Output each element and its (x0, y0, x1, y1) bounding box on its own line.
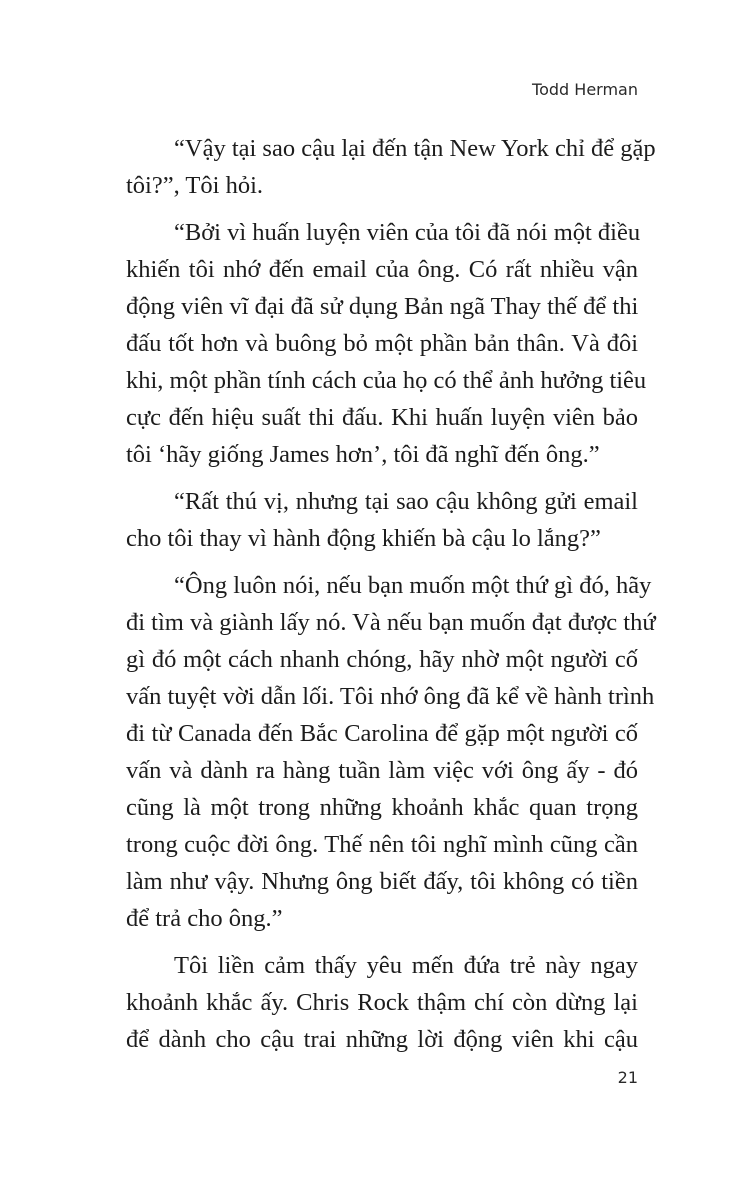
text-line: gì đó một cách nhanh chóng, hãy nhờ một người cố (126, 646, 638, 673)
running-header-author: Todd Herman (532, 80, 638, 99)
text-line: tôi ‘hãy giống James hơn’, tôi đã nghĩ đến ông.” (126, 441, 600, 468)
text-line: “Bởi vì huấn luyện viên của tôi đã nói một điều (174, 219, 641, 246)
paragraph (126, 567, 656, 937)
page-body (126, 130, 656, 1068)
text-line: “Rất thú vị, nhưng tại sao cậu không gửi email (174, 488, 638, 515)
text-line: đi từ Canada đến Bắc Carolina để gặp một người cố (126, 720, 638, 747)
text-line: khoảnh khắc ấy. Chris Rock thậm chí còn dừng lại (126, 989, 638, 1016)
text-line: trong cuộc đời ông. Thế nên tôi nghĩ mình cũng cần (126, 831, 638, 858)
text-line: “Ông luôn nói, nếu bạn muốn một thứ gì đó, hãy (174, 572, 652, 599)
text-line: “Vậy tại sao cậu lại đến tận New York chỉ để gặp (174, 135, 656, 162)
text-line: để dành cho cậu trai những lời động viên khi cậu (126, 1026, 638, 1053)
text-line: khiến tôi nhớ đến email của ông. Có rất nhiều vận (126, 256, 638, 283)
text-line: vấn tuyệt vời dẫn lối. Tôi nhớ ông đã kể về hành trình (126, 683, 655, 710)
text-line: tôi?”, Tôi hỏi. (126, 172, 263, 199)
paragraph (126, 483, 638, 557)
page-number: 21 (617, 1068, 638, 1087)
paragraph (126, 214, 647, 473)
text-line: để trả cho ông.” (126, 905, 283, 932)
paragraph (126, 130, 656, 204)
text-line: Tôi liền cảm thấy yêu mến đứa trẻ này ngay (174, 952, 638, 979)
text-line: cực đến hiệu suất thi đấu. Khi huấn luyện viên bảo (126, 404, 638, 431)
text-line: làm như vậy. Nhưng ông biết đấy, tôi không có tiền (126, 868, 638, 895)
text-line: đấu tốt hơn và buông bỏ một phần bản thân. Và đôi (126, 330, 638, 357)
text-line: vấn và dành ra hàng tuần làm việc với ông ấy - đó (126, 757, 638, 784)
paragraph (126, 947, 638, 1058)
text-line: động viên vĩ đại đã sử dụng Bản ngã Thay thế để thi (126, 293, 639, 320)
text-line: cũng là một trong những khoảnh khắc quan trọng (126, 794, 638, 821)
text-line: đi tìm và giành lấy nó. Và nếu bạn muốn đạt được thứ (126, 609, 656, 636)
text-line: khi, một phần tính cách của họ có thể ảnh hưởng tiêu (126, 367, 647, 394)
text-line: cho tôi thay vì hành động khiến bà cậu lo lắng?” (126, 525, 601, 552)
